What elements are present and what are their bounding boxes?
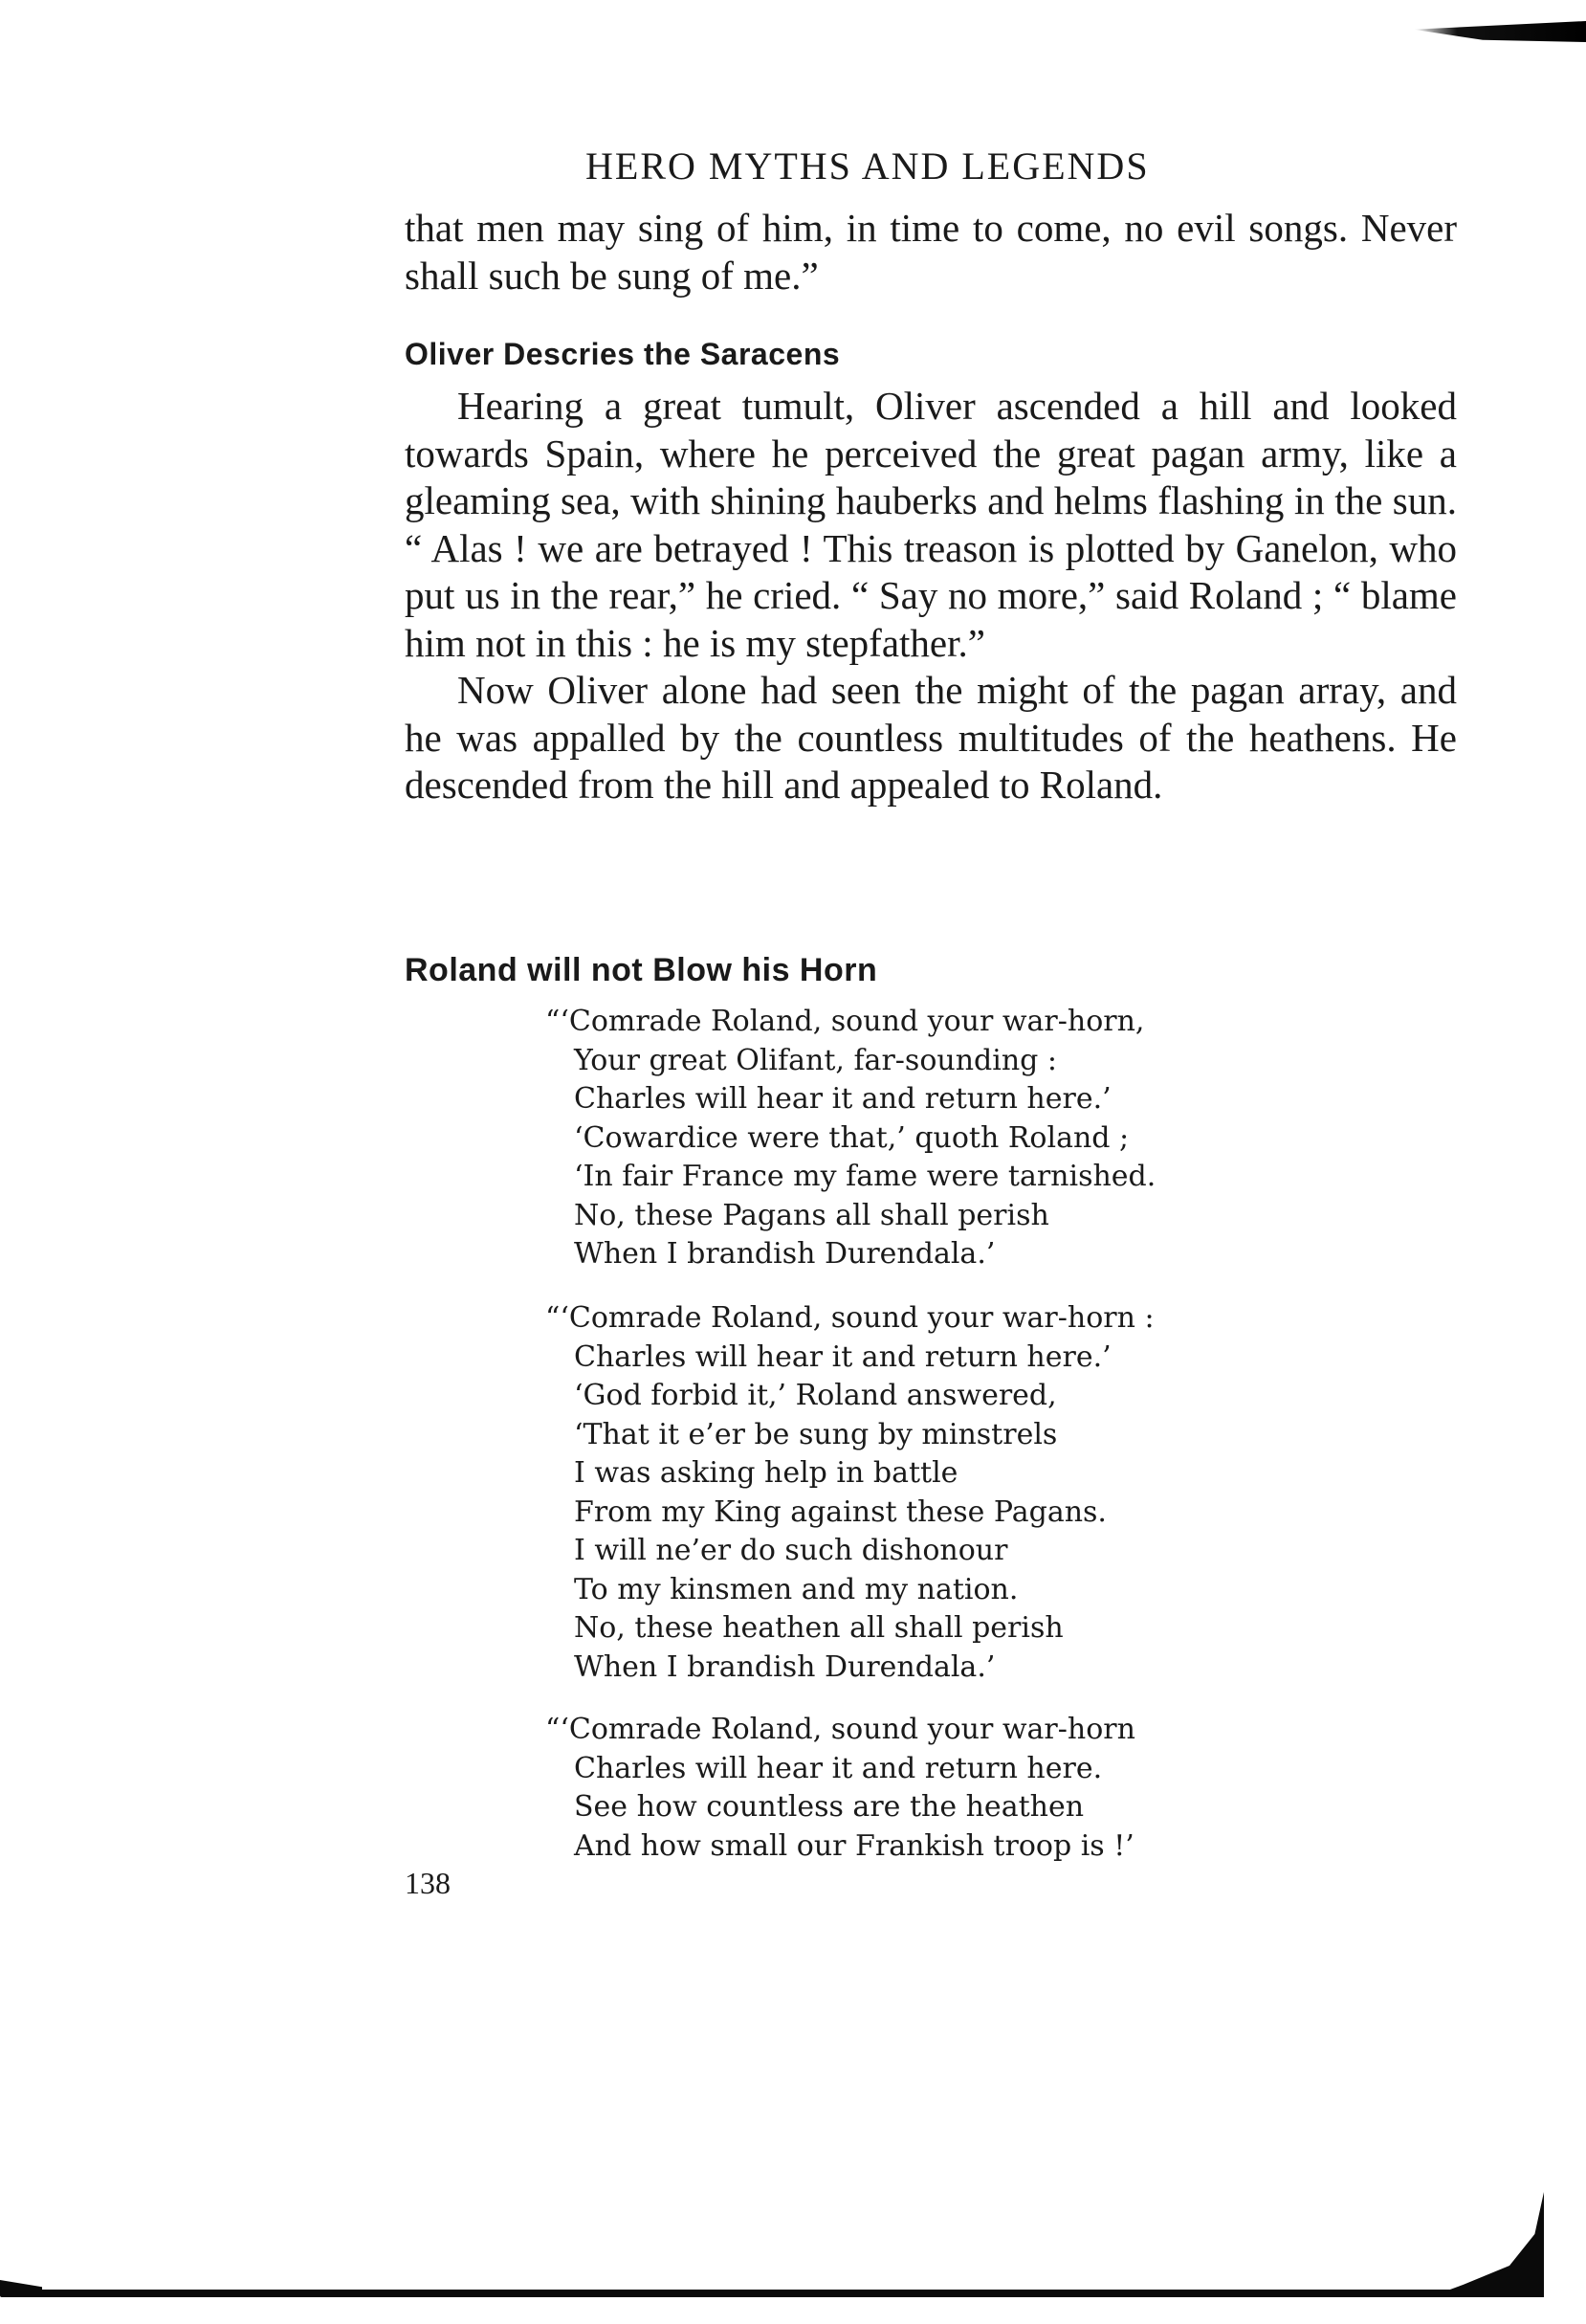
verse-line: Charles will hear it and return here.’ xyxy=(574,1082,1112,1116)
paragraph: Hearing a great tumult, Oliver ascended a hill and looked towards Spain, where he perceived the great pagan army, like a gleaming sea, with shining hauberks and helms flashing in the sun. “ Alas ! we are betrayed ! This treason is plotted by Ganelon, who put us in the rear,” he cried. “ Say no more,” said Roland ; “ blame him not in this : he is my stepfather.” xyxy=(405,384,1457,665)
verse-line: ‘That it e’er be sung by minstrels xyxy=(574,1417,1058,1451)
verse-line: “‘Comrade Roland, sound your war-horn xyxy=(545,1713,1135,1746)
scan-shadow-curl xyxy=(1429,2192,1544,2297)
verse-line: “‘Comrade Roland, sound your war-horn, xyxy=(545,1005,1145,1038)
scan-edge-mark-bottom xyxy=(0,2209,1586,2324)
paragraph: Now Oliver alone had seen the might of the pagan array, and he was appalled by the countless multitudes of the heathens. He descended from the hill and appealed to Roland. xyxy=(405,668,1457,807)
verse-line: When I brandish Durendala.’ xyxy=(574,1237,996,1271)
verse-line: Charles will hear it and return here. xyxy=(574,1751,1103,1785)
verse-line: No, these Pagans all shall perish xyxy=(574,1198,1049,1232)
verse-stanza-3 xyxy=(545,1711,1301,1866)
verse-line: To my kinsmen and my nation. xyxy=(574,1572,1019,1606)
section-1-body xyxy=(405,383,1457,809)
verse-line: ‘Cowardice were that,’ quoth Roland ; xyxy=(574,1120,1130,1155)
scan-shadow-nub xyxy=(0,2280,42,2291)
verse-line: When I brandish Durendala.’ xyxy=(574,1649,996,1684)
verse-line: From my King against these Pagans. xyxy=(574,1494,1107,1529)
verse-line: And how small our Frankish troop is !’ xyxy=(574,1828,1134,1863)
verse-line: ‘In fair France my fame were tarnished. xyxy=(574,1160,1156,1193)
verse-line: No, these heathen all shall perish xyxy=(574,1611,1064,1645)
verse-line: Charles will hear it and return here.’ xyxy=(574,1339,1112,1374)
section-heading-oliver: Oliver Descries the Saracens xyxy=(405,337,841,371)
verse-line: “‘Comrade Roland, sound your war-horn : xyxy=(545,1301,1155,1335)
verse-line: ‘God forbid it,’ Roland answered, xyxy=(574,1379,1057,1412)
verse-stanza-2 xyxy=(545,1299,1301,1687)
verse-line: Your great Olifant, far-sounding : xyxy=(574,1043,1057,1077)
opening-paragraph-block xyxy=(405,205,1457,299)
scan-shadow-line xyxy=(0,2290,1540,2297)
scan-edge-mark-top xyxy=(1414,21,1586,42)
verse-line: I will ne’er do such dishonour xyxy=(574,1534,1008,1567)
section-heading-roland-horn: Roland will not Blow his Horn xyxy=(405,952,878,988)
verse-line: See how countless are the heathen xyxy=(574,1790,1085,1824)
page-number: 138 xyxy=(405,1866,451,1900)
verse-line: I was asking help in battle xyxy=(574,1456,958,1490)
running-head: HERO MYTHS AND LEGENDS xyxy=(585,144,1150,188)
opening-paragraph: that men may sing of him, in time to come, no evil songs. Never shall such be sung of me.” xyxy=(405,206,1457,298)
verse-stanza-1 xyxy=(545,1003,1301,1274)
